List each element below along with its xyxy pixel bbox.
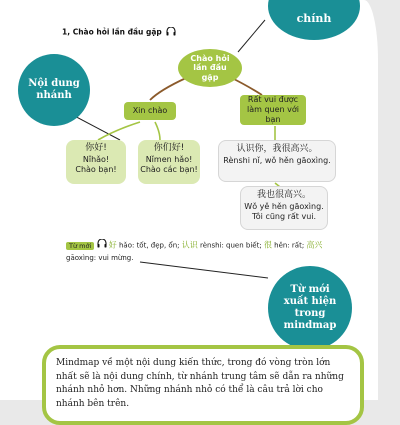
branch-left-text: Xin chào: [132, 106, 168, 115]
teal-bubble-vocab: [268, 266, 352, 350]
card-2-viet: Chào các bạn!: [140, 165, 198, 175]
branch-to-left: [150, 78, 186, 100]
greeting-card-2: [138, 140, 200, 184]
meet-card-1: [218, 140, 336, 182]
card-3-pinyin: Rènshi nǐ, wǒ hěn gāoxìng.: [223, 155, 331, 165]
bubble-vocab-text: Từ mới xuất hiện trong mindmap: [283, 284, 337, 331]
bubble-main-text: chính: [296, 12, 332, 26]
section-heading: [62, 27, 176, 38]
card-1-pinyin: Nǐhǎo!: [82, 154, 110, 164]
card-2-han: 你们好!: [153, 143, 185, 153]
info-text: Mindmap về một nội dung kiến thức, trong đó vòng tròn lớn nhất sẽ là nội dung chính, từ nhánh trung tâm sẽ dẫn ra những nhánh nhỏ hơn. Những nhánh nhỏ có thể là câu trả lời cho nhánh bên trên.: [56, 358, 344, 409]
branch-right-label: [240, 95, 306, 125]
pointer-line-top: [238, 20, 265, 52]
card-4-viet: Tôi cũng rất vui.: [251, 212, 317, 222]
vocab-tag: Từ mới: [66, 242, 94, 250]
headphones-icon[interactable]: [166, 27, 176, 38]
vocab-line-2: [66, 253, 133, 264]
card-3-han: 认识你，我很高兴。: [236, 144, 318, 154]
card-1-han: 你好!: [85, 143, 107, 153]
vocab-w3-han: 很: [263, 240, 272, 250]
branch-left-label: [124, 102, 176, 120]
center-node-label: Chào hỏi lần đầu gặp: [190, 54, 230, 82]
section-number: 1,: [62, 27, 71, 37]
link-left-card-1: [98, 122, 140, 140]
center-node: [178, 49, 242, 87]
card-1-viet: Chào bạn!: [75, 165, 117, 175]
greeting-card-1: [66, 140, 126, 184]
vocab-w1-def: hǎo: tốt, đẹp, ổn;: [116, 241, 180, 250]
vocab-w2-def: rènshi: quen biết;: [197, 241, 262, 250]
pointer-line-bottom: [140, 262, 268, 278]
card-2-pinyin: Nǐmen hǎo!: [145, 154, 193, 164]
teal-bubble-branch: [18, 54, 90, 126]
card-4-han: 我也很高兴。: [256, 190, 311, 200]
meet-card-2: [240, 186, 328, 230]
vocab-w3-def: hěn: rất;: [271, 241, 305, 250]
bubble-branch-text: Nội dung nhánh: [28, 78, 80, 101]
branch-right-text: Rất vui được làm quen với bạn: [247, 95, 299, 124]
vocab-line-2-text: gāoxìng: vui mừng.: [66, 254, 134, 262]
info-box: [42, 345, 364, 425]
section-title: Chào hỏi lần đầu gặp: [72, 27, 162, 37]
vocab-w4-han: 高兴: [306, 240, 323, 250]
link-left-card-2: [155, 122, 160, 140]
card-4-pinyin: Wǒ yě hěn gāoxìng.: [244, 201, 324, 211]
vocab-line-1: [66, 239, 322, 252]
vocab-w2-han: 认识: [181, 240, 198, 250]
vocab-w1-han: 好: [108, 240, 117, 250]
headphones-icon[interactable]: [97, 239, 107, 252]
